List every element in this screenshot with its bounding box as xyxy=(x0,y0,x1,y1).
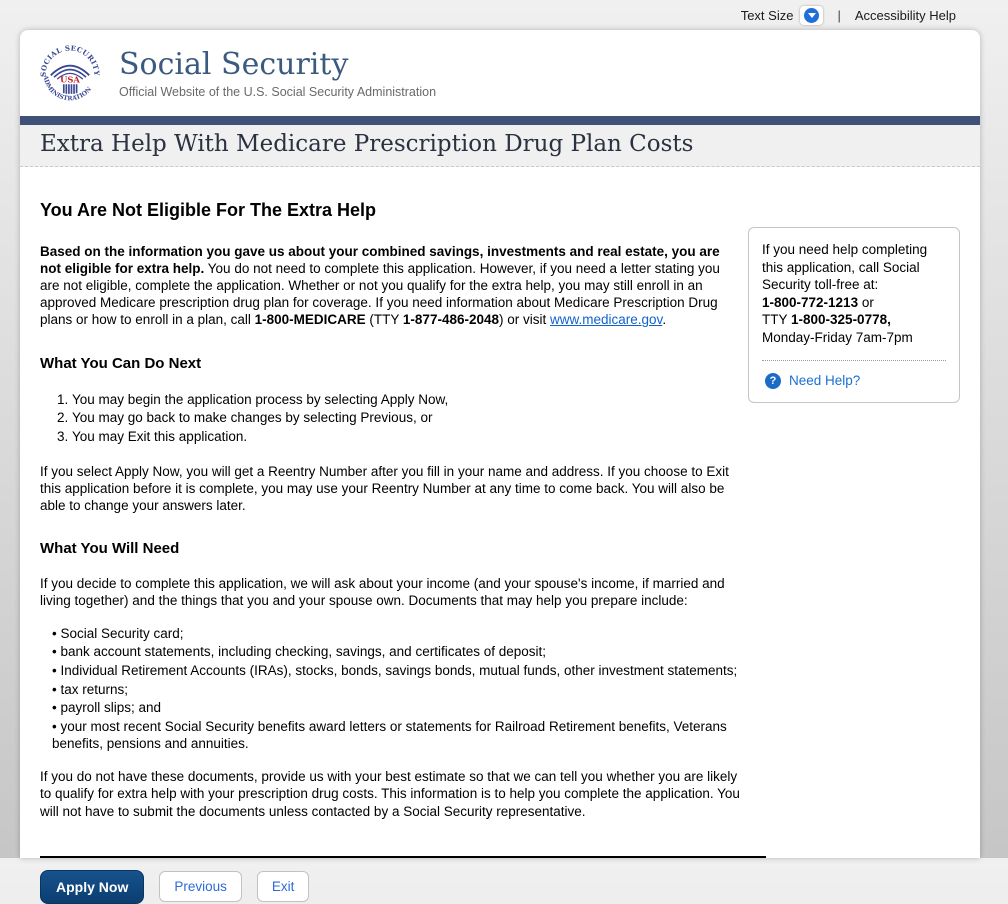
main-column xyxy=(40,199,768,904)
document-item: • your most recent Social Security benefits award letters or statements for Railroad Retirement benefits, Veterans benefits, pensions and annuities. xyxy=(52,718,754,752)
what-next-list xyxy=(40,391,768,445)
site-name: Social Security xyxy=(119,47,349,83)
need-help-label: Need Help? xyxy=(789,373,861,389)
actions-divider xyxy=(40,856,766,858)
application-banner xyxy=(20,125,980,167)
ssa-seal-logo xyxy=(38,42,102,106)
header-divider-bar xyxy=(20,116,980,125)
accessibility-help-link[interactable]: Accessibility Help xyxy=(854,7,956,23)
text-size-control[interactable] xyxy=(741,6,824,25)
document-item: • bank account statements, including checking, savings, and certificates of deposit; xyxy=(52,643,754,660)
help-hours: Monday-Friday 7am-7pm xyxy=(762,329,913,345)
text-size-dropdown-button[interactable] xyxy=(800,6,823,25)
help-box-divider xyxy=(762,360,946,361)
what-next-item: 2. You may go back to make changes by selecting Previous, or xyxy=(72,409,768,426)
question-mark-icon: ? xyxy=(765,373,781,389)
help-tty-line: TTY 1-800-325-0778, xyxy=(762,312,891,328)
application-title: Extra Help With Medicare Prescription Drug Plan Costs xyxy=(40,131,694,157)
seal-bottom-text: ADMINISTRATION xyxy=(41,74,94,103)
documents-list xyxy=(40,625,768,752)
medicare-tty-phone: 1-877-486-2048 xyxy=(402,312,499,328)
intro-paragraph: Based on the information you gave us about your combined savings, investments and real estate, you are not eligible for extra help. You do not need to complete this application. However, if you need a letter stating you are not eligible, complete the application. Whether or not you qualify for the extra help, you may still enroll in an approved Medicare prescription drug plan for coverage. If you need information about Medicare Prescription Drug plans or how to enroll in a plan, call 1-800-MEDICARE (TTY 1-877-486-2048) or visit www.medicare.gov. xyxy=(40,243,720,328)
site-header xyxy=(20,30,980,116)
document-item: • Individual Retirement Accounts (IRAs), stocks, bonds, savings bonds, mutual funds, other investment statements; xyxy=(52,662,754,679)
site-tagline: Official Website of the U.S. Social Security Administration xyxy=(119,84,437,99)
what-need-heading: What You Will Need xyxy=(40,540,180,558)
top-utility-bar xyxy=(0,0,1008,30)
help-box xyxy=(748,227,960,403)
exit-button[interactable]: Exit xyxy=(257,871,310,902)
seal-usa-text: USA xyxy=(60,74,80,85)
what-next-item: 1. You may begin the application process by selecting Apply Now, xyxy=(72,391,768,408)
need-help-link[interactable] xyxy=(762,372,946,390)
text-size-label: Text Size xyxy=(740,7,794,23)
help-tty-phone: 1-800-325-0778, xyxy=(791,312,891,328)
page-card xyxy=(20,30,980,895)
previous-button[interactable]: Previous xyxy=(159,871,242,902)
seal-top-text: SOCIAL SECURITY xyxy=(38,43,102,78)
what-next-item: 3. You may Exit this application. xyxy=(72,428,768,445)
reentry-note: If you select Apply Now, you will get a Reentry Number after you fill in your name and address. If you choose to Exit this application before it is complete, you may use your Reentry Number at any time to come back. You will also be able to change your answers later. xyxy=(40,464,729,514)
estimate-note: If you do not have these documents, provide us with your best estimate so that we can tell you whether you are likely to qualify for extra help with your prescription drug costs. This information is to help you complete the application. You will not have to submit the documents unless contacted by a Social Security representative. xyxy=(40,769,740,819)
help-phone: 1-800-772-1213 xyxy=(762,294,859,310)
svg-text:SOCIAL SECURITY xyxy=(39,43,102,77)
action-button-row xyxy=(40,870,768,904)
help-phone-line: 1-800-772-1213 or xyxy=(762,294,874,310)
topbar-divider: | xyxy=(837,7,841,23)
medicare-gov-link[interactable]: www.medicare.gov xyxy=(550,312,663,328)
content-area xyxy=(20,167,980,904)
document-item: • Social Security card; xyxy=(52,625,754,642)
help-intro-text: If you need help completing this application, call Social Security toll-free at: xyxy=(762,242,928,293)
apply-now-button[interactable]: Apply Now xyxy=(40,870,144,904)
page-heading: You Are Not Eligible For The Extra Help xyxy=(40,200,377,220)
intro-lead-bold: Based on the information you gave us about your combined savings, investments and real estate, you are not eligible for extra help. xyxy=(40,243,720,276)
site-title-block xyxy=(119,49,436,99)
seal-column-bars xyxy=(63,84,77,94)
medicare-phone: 1-800-MEDICARE xyxy=(254,312,366,328)
chevron-down-icon xyxy=(804,8,819,23)
what-need-intro: If you decide to complete this application, we will ask about your income (and your spouse's income, if married and living together) and the things that you and your spouse own. Documents that may help you prepare include: xyxy=(40,575,725,608)
what-next-heading: What You Can Do Next xyxy=(40,354,202,372)
document-item: • tax returns; xyxy=(52,681,754,698)
document-item: • payroll slips; and xyxy=(52,699,754,716)
